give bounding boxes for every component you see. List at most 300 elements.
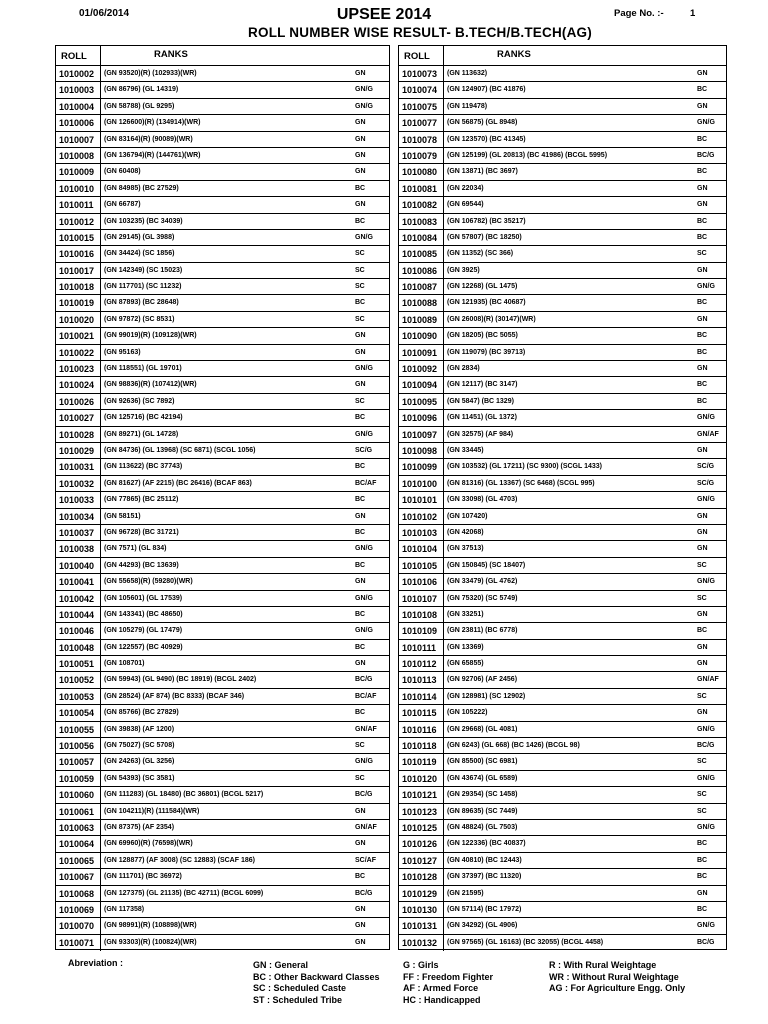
rank-details: (GN 113632) [447,70,488,77]
rank-details: (GN 142349) (SC 15023) [104,266,183,274]
roll-number: 1010048 [56,640,101,655]
category-code: GN/G [355,102,373,110]
category-code: GN/G [697,823,715,831]
roll-number: 1010128 [399,869,444,884]
roll-number: 1010022 [56,345,101,360]
category-code: GN [697,446,708,454]
rank-details: (GN 128981) (SC 12902) [447,692,526,700]
table-row [399,279,726,295]
table-row [399,672,726,688]
category-code: GN [355,151,366,159]
roll-number: 1010040 [56,558,101,573]
roll-number: 1010075 [399,99,444,114]
category-code: BC/G [355,889,373,897]
abbreviation-item: ST : Scheduled Tribe [253,994,343,1005]
rank-details: (GN 5847) (BC 1329) [447,397,514,405]
category-code: BC/G [355,791,373,799]
category-code: GN [697,512,708,520]
table-row [56,181,389,197]
roll-number: 1010126 [399,836,444,851]
roll-number: 1010015 [56,230,101,245]
table-row [399,558,726,574]
roll-number: 1010097 [399,427,444,442]
roll-number: 1010074 [399,82,444,97]
category-code: GN [697,201,708,209]
results-table-left [55,45,390,950]
table-row [56,459,389,475]
category-code: GN/G [355,233,373,241]
roll-number: 1010113 [399,672,444,687]
table-row [56,591,389,607]
rank-details: (GN 83164)(R) (90089)(WR) [104,135,193,143]
rank-details: (GN 59943) (GL 9490) (BC 18919) (BCGL 2402) [104,676,257,684]
category-code: GN [355,70,366,77]
category-code: SC [355,283,365,291]
roll-number: 1010016 [56,246,101,261]
roll-number: 1010044 [56,607,101,622]
category-code: GN/AF [355,823,377,831]
abbreviation-item: R : With Rural Weightage [549,960,657,970]
category-code: SC/G [697,463,715,471]
category-code: BC [697,168,708,176]
rank-details: (GN 85766) (BC 27829) [104,709,179,717]
category-code: BC [355,528,366,536]
roll-number: 1010089 [399,312,444,327]
table-row [399,689,726,705]
rank-details: (GN 128877) (AF 3008) (SC 12883) (SCAF 186) [104,856,255,864]
category-code: GN/G [355,430,373,438]
table-row [56,443,389,459]
table-row [399,623,726,639]
roll-number: 1010107 [399,591,444,606]
category-code: GN/AF [697,430,719,438]
table-row [399,197,726,213]
roll-number: 1010119 [399,754,444,769]
roll-number: 1010120 [399,771,444,786]
abbreviation-item: HC : Handicapped [403,994,481,1005]
rank-details: (GN 60408) [104,168,141,176]
category-code: BC [697,905,708,913]
rank-details: (GN 98836)(R) (107412)(WR) [104,381,197,389]
category-code: GN [697,889,708,897]
rank-details: (GN 117358) [104,905,145,913]
rank-details: (GN 96728) (BC 31721) [104,528,179,536]
category-code: BC/AF [355,692,377,700]
table-header [399,46,726,66]
category-code: SC [355,774,365,782]
table-row [399,443,726,459]
rank-details: (GN 54393) (SC 3581) [104,774,175,782]
abbreviation-item: GN : General [253,960,309,970]
rank-details: (GN 97565) (GL 16163) (BC 32055) (BCGL 4458) [447,938,604,946]
roll-number: 1010111 [399,640,444,655]
abbreviation-title: Abreviation : [68,958,124,968]
roll-number: 1010065 [56,853,101,868]
table-row [56,377,389,393]
rank-details: (GN 58788) (GL 9295) [104,102,175,110]
rank-details: (GN 119478) [447,102,488,110]
roll-number: 1010095 [399,394,444,409]
table-row [399,935,726,951]
roll-number: 1010130 [399,902,444,917]
rank-details: (GN 99019)(R) (109128)(WR) [104,332,197,340]
table-body [56,66,389,951]
table-row [399,820,726,836]
table-row [399,295,726,311]
category-code: GN [355,905,366,913]
category-code: GN [355,512,366,520]
abbreviation-item: AF : Armed Force [403,983,479,993]
table-row [399,591,726,607]
category-code: SC/AF [355,856,376,864]
table-row [399,148,726,164]
roll-number: 1010060 [56,787,101,802]
rank-details: (GN 97872) (SC 8531) [104,315,175,323]
category-code: SC [355,250,365,258]
rank-details: (GN 106782) (BC 35217) [447,217,526,225]
roll-number: 1010031 [56,459,101,474]
rank-details: (GN 111283) (GL 18480) (BC 36801) (BCGL 5217) [104,791,264,799]
table-row [56,574,389,590]
category-code: GN [355,922,366,930]
roll-number: 1010024 [56,377,101,392]
roll-number: 1010059 [56,771,101,786]
table-row [399,836,726,852]
roll-number: 1010067 [56,869,101,884]
roll-number: 1010006 [56,115,101,130]
roll-number: 1010032 [56,476,101,491]
rank-details: (GN 29354) (SC 1458) [447,791,518,799]
table-row [56,787,389,803]
table-row [399,722,726,738]
category-code: GN [697,709,708,717]
category-code: GN/G [355,594,373,602]
abbreviation-item: FF : Freedom Fighter [403,971,493,982]
category-code: SC/G [355,446,373,454]
table-row [399,66,726,82]
table-row [399,607,726,623]
roll-number: 1010080 [399,164,444,179]
roll-number: 1010028 [56,427,101,442]
table-row [56,263,389,279]
rank-details: (GN 29668) (GL 4081) [447,725,518,733]
roll-column-header: ROLL [56,46,101,65]
table-row [399,361,726,377]
rank-details: (GN 77865) (BC 25112) [104,496,179,504]
category-code: GN [355,201,366,209]
roll-number: 1010104 [399,541,444,556]
table-row [399,246,726,262]
table-row [56,410,389,426]
rank-details: (GN 98991)(R) (108898)(WR) [104,922,197,930]
rank-details: (GN 65855) [447,660,484,668]
rank-details: (GN 111701) (BC 36972) [104,873,182,881]
rank-details: (GN 81316) (GL 13367) (SC 6468) (SCGL 995) [447,479,595,487]
rank-details: (GN 126600)(R) (134914)(WR) [104,119,201,127]
category-code: BC [355,299,366,307]
roll-number: 1010091 [399,345,444,360]
table-row [399,525,726,541]
category-code: SC [697,594,707,602]
rank-details: (GN 124907) (BC 41876) [447,86,526,94]
category-code: GN [355,840,366,848]
category-code: GN [697,102,708,110]
rank-details: (GN 117701) (SC 11232) [104,283,182,291]
table-row [399,574,726,590]
table-row [56,148,389,164]
category-code: SC [697,791,707,799]
rank-details: (GN 3925) [447,266,480,274]
table-row [56,541,389,557]
rank-details: (GN 108701) [104,660,145,668]
category-code: SC [697,561,707,569]
rank-details: (GN 103235) (BC 34039) [104,217,183,225]
category-code: BC [697,840,708,848]
table-row [56,689,389,705]
page-subtitle: ROLL NUMBER WISE RESULT- B.TECH/B.TECH(AG) [248,25,592,40]
roll-number: 1010109 [399,623,444,638]
roll-number: 1010027 [56,410,101,425]
roll-number: 1010114 [399,689,444,704]
abbreviation-item: BC : Other Backward Classes [253,971,380,982]
roll-number: 1010056 [56,738,101,753]
roll-number: 1010042 [56,591,101,606]
table-row [399,99,726,115]
category-code: BC/AF [355,479,377,487]
roll-number: 1010070 [56,918,101,933]
table-row [399,853,726,869]
table-row [399,312,726,328]
rank-details: (GN 105601) (GL 17539) [104,594,183,602]
rank-details: (GN 113622) (BC 37743) [104,463,183,471]
roll-number: 1010105 [399,558,444,573]
rank-details: (GN 13369) [447,643,484,651]
category-code: BC/G [697,151,715,159]
abbreviation-column-2 [403,960,493,1006]
roll-number: 1010054 [56,705,101,720]
category-code: BC [355,873,366,881]
table-row [56,345,389,361]
table-row [399,705,726,721]
roll-number: 1010009 [56,164,101,179]
roll-number: 1010029 [56,443,101,458]
table-row [56,722,389,738]
rank-details: (GN 69960)(R) (76598)(WR) [104,840,193,848]
rank-details: (GN 26008)(R) (30147)(WR) [447,315,536,323]
roll-number: 1010106 [399,574,444,589]
category-code: BC/G [697,742,715,750]
results-table-right [398,45,727,950]
roll-number: 1010103 [399,525,444,540]
rank-details: (GN 57807) (BC 18250) [447,233,522,241]
table-row [56,771,389,787]
table-row [399,640,726,656]
category-code: BC [355,217,366,225]
table-row [399,377,726,393]
category-code: BC [697,86,708,94]
table-row [399,214,726,230]
roll-number: 1010125 [399,820,444,835]
abbreviation-item: WR : Without Rural Weightage [549,971,679,982]
table-row [56,738,389,754]
category-code: GN [697,266,708,274]
abbreviation-column-3 [549,960,685,995]
roll-number: 1010055 [56,722,101,737]
roll-number: 1010019 [56,295,101,310]
roll-number: 1010129 [399,886,444,901]
table-row [56,295,389,311]
table-row [56,935,389,951]
roll-number: 1010112 [399,656,444,671]
roll-number: 1010090 [399,328,444,343]
abbreviation-item: G : Girls [403,960,439,970]
roll-number: 1010081 [399,181,444,196]
category-code: BC [697,348,708,356]
category-code: BC [355,561,366,569]
table-row [399,754,726,770]
roll-number: 1010069 [56,902,101,917]
roll-number: 1010010 [56,181,101,196]
rank-details: (GN 121935) (BC 40687) [447,299,526,307]
category-code: GN [355,578,366,586]
roll-number: 1010023 [56,361,101,376]
table-row [399,164,726,180]
category-code: GN [355,348,366,356]
roll-number: 1010046 [56,623,101,638]
category-code: GN [355,135,366,143]
table-row [399,804,726,820]
category-code: BC/G [697,938,715,946]
table-row [399,492,726,508]
rank-details: (GN 125716) (BC 42194) [104,414,183,422]
roll-number: 1010101 [399,492,444,507]
roll-number: 1010008 [56,148,101,163]
table-row [399,869,726,885]
date-label: 01/06/2014 [79,8,130,19]
roll-number: 1010115 [399,705,444,720]
rank-details: (GN 66787) [104,201,141,209]
category-code: SC [355,315,365,323]
table-row [56,902,389,918]
table-row [399,656,726,672]
roll-number: 1010007 [56,132,101,147]
rank-details: (GN 33251) [447,610,484,618]
roll-number: 1010041 [56,574,101,589]
rank-details: (GN 136794)(R) (144761)(WR) [104,151,201,159]
roll-number: 1010094 [399,377,444,392]
table-row [56,869,389,885]
rank-details: (GN 37513) [447,545,484,553]
abbreviation-item: AG : For Agriculture Engg. Only [549,983,686,993]
rank-details: (GN 123570) (BC 41345) [447,135,526,143]
rank-details: (GN 34424) (SC 1856) [104,250,175,258]
category-code: GN/G [355,365,373,373]
rank-details: (GN 18205) (BC 5055) [447,332,518,340]
table-row [399,115,726,131]
category-code: BC [697,397,708,405]
table-row [56,918,389,934]
table-row [56,66,389,82]
table-row [56,476,389,492]
rank-details: (GN 43674) (GL 6589) [447,774,518,782]
roll-number: 1010087 [399,279,444,294]
table-header [56,46,389,66]
table-row [399,328,726,344]
rank-details: (GN 127375) (GL 21135) (BC 42711) (BCGL 6099) [104,889,264,897]
roll-number: 1010132 [399,935,444,951]
table-row [56,230,389,246]
table-row [56,394,389,410]
category-code: GN [697,184,708,192]
roll-number: 1010096 [399,410,444,425]
rank-details: (GN 105279) (GL 17479) [104,627,183,635]
ranks-column-header: RANKS [497,49,531,60]
page-title: UPSEE 2014 [336,6,432,23]
roll-number: 1010092 [399,361,444,376]
rank-details: (GN 13871) (BC 3697) [447,168,518,176]
table-row [56,328,389,344]
roll-number: 1010053 [56,689,101,704]
table-row [399,132,726,148]
roll-number: 1010011 [56,197,101,212]
roll-number: 1010121 [399,787,444,802]
rank-details: (GN 122336) (BC 40837) [447,840,526,848]
abbreviation-column-1 [253,960,380,1006]
category-code: BC [697,627,708,635]
table-row [56,804,389,820]
rank-details: (GN 89271) (GL 14728) [104,430,179,438]
rank-details: (GN 122557) (BC 40929) [104,643,183,651]
table-row [56,672,389,688]
roll-number: 1010052 [56,672,101,687]
category-code: BC [355,709,366,717]
roll-number: 1010026 [56,394,101,409]
page-number: 1 [690,8,696,19]
roll-number: 1010033 [56,492,101,507]
roll-number: 1010098 [399,443,444,458]
rank-details: (GN 150845) (SC 18407) [447,561,526,569]
roll-number: 1010061 [56,804,101,819]
roll-number: 1010002 [56,66,101,81]
category-code: GN [697,365,708,373]
rank-details: (GN 37397) (BC 11320) [447,873,522,881]
table-row [399,181,726,197]
rank-details: (GN 93520)(R) (102933)(WR) [104,70,197,77]
roll-number: 1010038 [56,541,101,556]
category-code: BC/G [355,676,373,684]
rank-details: (GN 84736) (GL 13968) (SC 6871) (SCGL 1056) [104,446,256,454]
rank-details: (GN 33479) (GL 4762) [447,578,518,586]
rank-details: (GN 40810) (BC 12443) [447,856,522,864]
table-row [399,509,726,525]
rank-details: (GN 34292) (GL 4906) [447,922,518,930]
rank-details: (GN 85500) (SC 6981) [447,758,518,766]
roll-number: 1010083 [399,214,444,229]
category-code: BC [697,135,708,143]
table-row [56,509,389,525]
table-row [56,82,389,98]
category-code: BC [355,610,366,618]
table-row [56,164,389,180]
roll-number: 1010057 [56,754,101,769]
category-code: SC [355,266,365,274]
category-code: GN [355,660,366,668]
roll-number: 1010116 [399,722,444,737]
category-code: SC [697,807,707,815]
rank-details: (GN 86796) (GL 14319) [104,86,179,94]
roll-number: 1010073 [399,66,444,81]
table-row [56,312,389,328]
